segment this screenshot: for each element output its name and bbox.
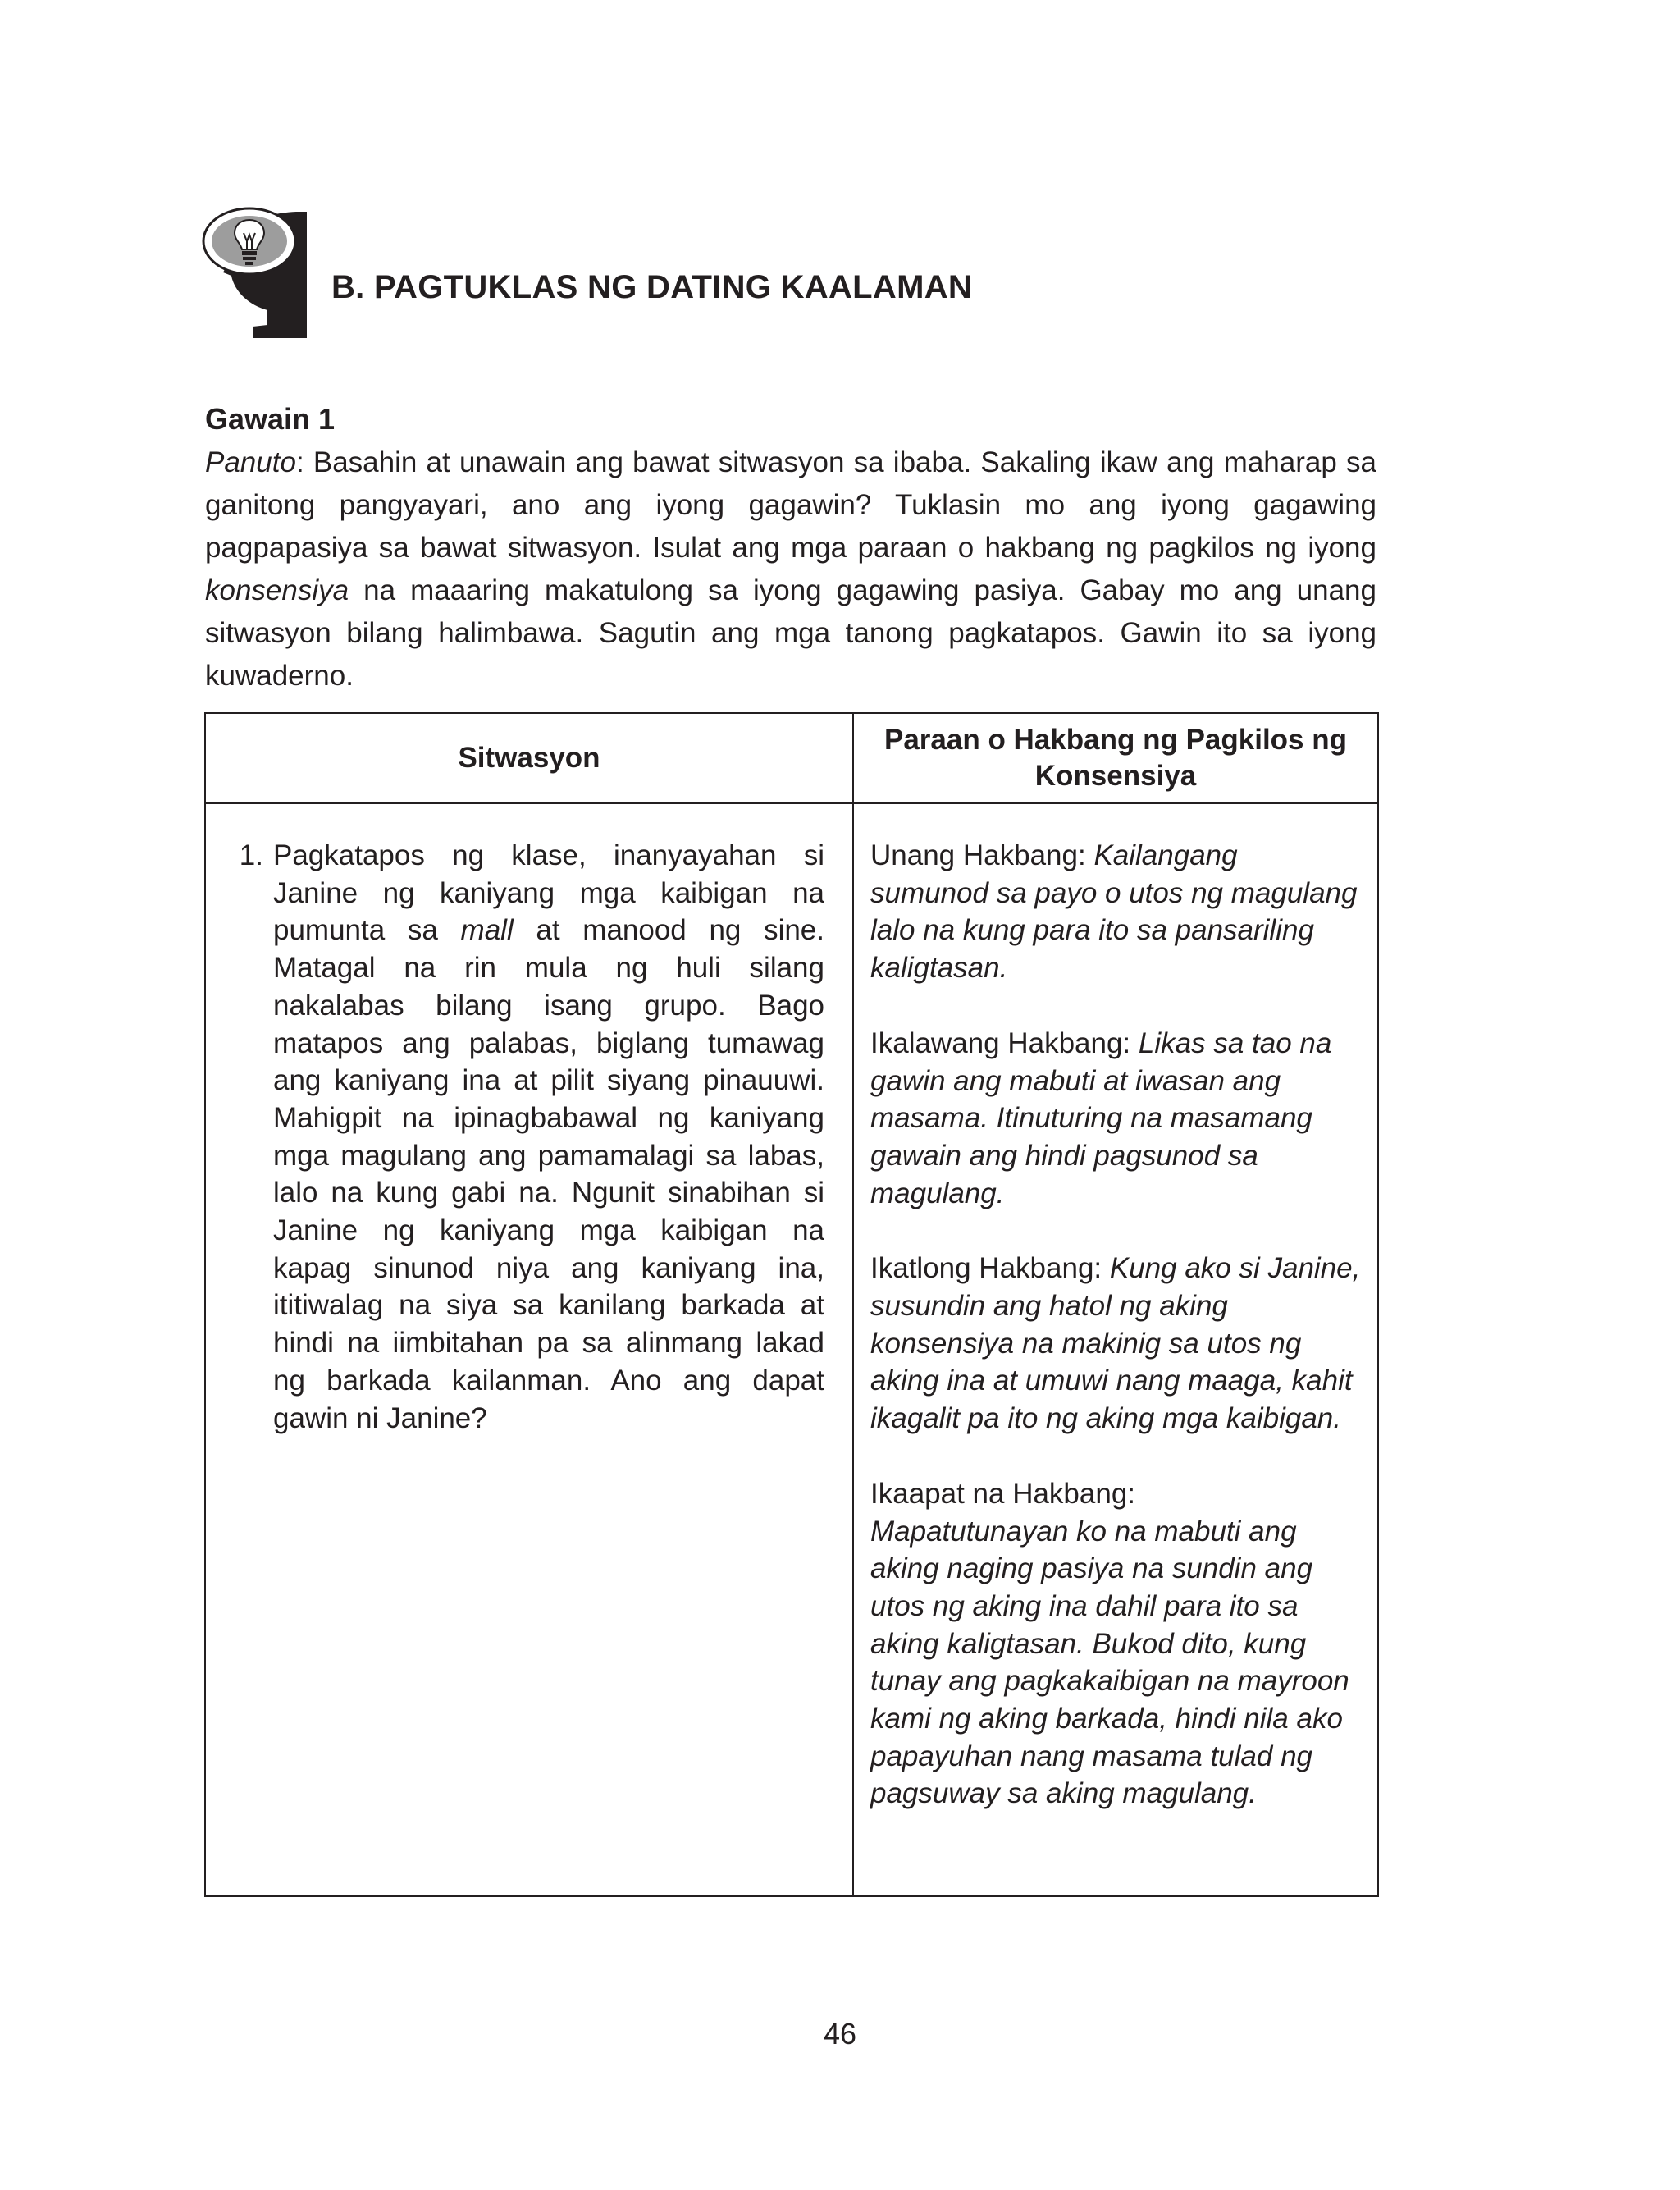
step-text: Kung ako si Janine, susundin ang hatol ng aking konsensiya na makinig sa utos ng aking ina at umuwi nang maaga, kahit ikagalit pa ito ng aking mga kaibigan. bbox=[870, 1252, 1361, 1435]
instruction-label: Panuto bbox=[205, 446, 296, 478]
step-text: Kailangang sumunod sa payo o utos ng magulang lalo na kung para ito sa pansariling kaligtasan. bbox=[870, 839, 1358, 985]
page-number: 46 bbox=[823, 2017, 857, 2051]
situation-table bbox=[204, 712, 1379, 1897]
step-text: Likas sa tao na gawin ang mabuti at iwasan ang masama. Itinuturing na masamang gawain ang hindi pagsunod sa magulang. bbox=[870, 1026, 1332, 1209]
section-title: B. PAGTUKLAS NG DATING KAALAMAN bbox=[331, 269, 973, 305]
step-item bbox=[870, 1250, 1361, 1438]
step-label: Ikaapat na Hakbang: bbox=[870, 1477, 1136, 1510]
step-label: Ikatlong Hakbang: bbox=[870, 1252, 1102, 1285]
situation-text-part1: Pagkatapos ng klase, inanyayahan si Janine ng kaniyang mga kaibigan na pumunta sa bbox=[273, 839, 824, 947]
lightbulb-head-icon bbox=[202, 205, 308, 341]
instruction-text-part2: na maaaring makatulong sa iyong gagawing pasiya. Gabay mo ang unang sitwasyon bilang halimbawa. Sagutin ang mga tanong pagkatapos. Gawin ito sa iyong kuwaderno. bbox=[205, 574, 1376, 692]
situation-item bbox=[222, 837, 824, 1437]
step-label: Ikalawang Hakbang: bbox=[870, 1026, 1131, 1059]
table-header-row bbox=[205, 713, 1378, 803]
step-item bbox=[870, 1475, 1361, 1813]
step-item bbox=[870, 837, 1361, 987]
header-steps: Paraan o Hakbang ng Pagkilos ng Konsensiya bbox=[853, 713, 1378, 803]
activity-title: Gawain 1 bbox=[205, 402, 336, 436]
situation-cell bbox=[205, 803, 853, 1896]
step-label: Unang Hakbang: bbox=[870, 839, 1086, 871]
situation-text bbox=[273, 837, 824, 1437]
header-situation: Sitwasyon bbox=[205, 713, 853, 803]
steps-cell bbox=[853, 803, 1378, 1896]
instruction-emphasis: konsensiya bbox=[205, 574, 349, 606]
step-text: Mapatutunayan ko na mabuti ang aking naging pasiya na sundin ang utos ng aking ina dahil para ito sa aking kaligtasan. Bukod dito, kung tunay ang pagkakaibigan na mayroon kami ng aking barkada, hindi nila ako papayuhan nang masama tulad ng pagsuway sa aking magulang. bbox=[870, 1515, 1349, 1810]
instruction-text-part1: : Basahin at unawain ang bawat sitwasyon sa ibaba. Sakaling ikaw ang maharap sa ganitong pangyayari, ano ang iyong gagawin? Tuklasin mo ang iyong gagawing pagpapasiya sa bawat sitwasyon. Isulat ang mga paraan o hakbang ng pagkilos ng iyong bbox=[205, 446, 1376, 564]
instructions bbox=[205, 441, 1376, 697]
situation-text-part2: at manood ng sine. Matagal na rin mula ng huli silang nakalabas bilang isang grupo. Bago matapos ang palabas, biglang tumawag ang kaniyang ina at pilit siyang pinauuwi. Mahigpit na ipinagbabawal ng kaniyang mga magulang ang pamamalagi sa labas, lalo na kung gabi na. Ngunit sinabihan si Janine ng kaniyang mga kaibigan na kapag sinunod niya ang kaniyang ina, ititiwalag na siya sa kanilang barkada at hindi na iimbitahan pa sa alinmang lakad ng barkada kailanman. Ano ang dapat gawin ni Janine? bbox=[273, 914, 824, 1434]
situation-number: 1. bbox=[239, 839, 263, 871]
situation-text-emphasis: mall bbox=[460, 914, 514, 947]
table-row bbox=[205, 803, 1378, 1896]
step-item bbox=[870, 1025, 1361, 1213]
